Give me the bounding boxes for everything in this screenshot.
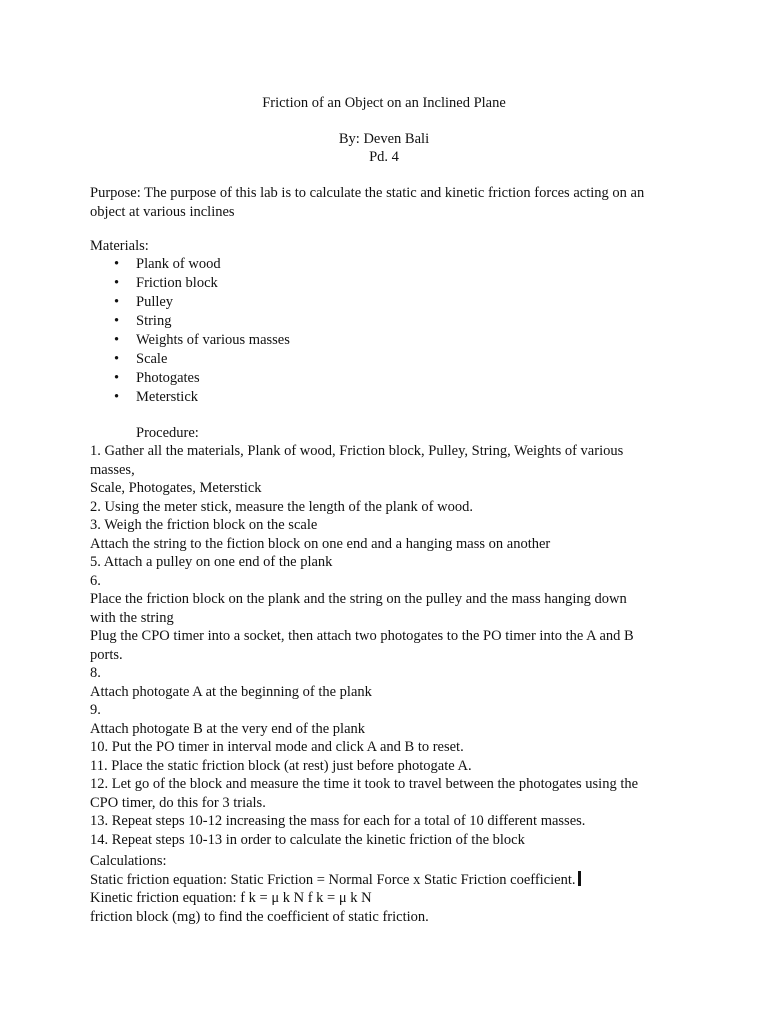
purpose-line-2: object at various inclines [90,203,235,220]
procedure-line: masses, [90,461,135,478]
procedure-line: Scale, Photogates, Meterstick [90,480,262,496]
list-item: • String [114,313,172,329]
calculation-note: friction block (mg) to find the coefficient of static friction. [90,908,429,925]
procedure-line: Plug the CPO timer into a socket, then attach two photogates to the PO timer into the A and B [90,628,634,644]
bullet-icon: • [114,313,120,329]
bullet-icon: • [114,389,120,405]
list-item: • Friction block [114,275,218,291]
procedure-line: 5. Attach a pulley on one end of the plank [90,554,333,570]
bullet-icon: • [114,275,120,291]
materials-heading: Materials: [90,238,149,254]
procedure-line: Attach photogate A at the beginning of the plank [90,683,372,700]
period-line: Pd. 4 [369,149,399,165]
kinetic-friction-equation: Kinetic friction equation: f k = μ k N f k = μ k N [90,890,372,906]
materials-list [90,255,290,407]
author-line: By: Deven Bali [338,131,430,147]
procedure-line: 11. Place the static friction block (at rest) just before photogate A. [90,757,472,774]
procedure-line: 2. Using the meter stick, measure the length of the plank of wood. [90,498,473,515]
list-item: • Scale [114,351,168,367]
bullet-icon: • [114,370,120,386]
list-item: • Weights of various masses [114,332,290,348]
procedure-line: 6. [90,572,101,589]
procedure-line: with the string [90,609,174,626]
procedure-line: 14. Repeat steps 10-13 in order to calculate the kinetic friction of the block [90,831,525,848]
procedure-line: ports. [90,646,123,663]
procedure-section [90,442,680,849]
procedure-line: 13. Repeat steps 10-12 increasing the mass for each for a total of 10 different masses. [90,813,586,829]
list-item: • Plank of wood [114,256,221,272]
bullet-icon: • [114,294,120,310]
document-title: Friction of an Object on an Inclined Plane [262,95,506,111]
procedure-line: 10. Put the PO timer in interval mode and click A and B to reset. [90,739,464,755]
purpose-section [90,184,680,221]
text-cursor [578,871,581,886]
bullet-icon: • [114,351,120,367]
calculations-heading: Calculations: [90,853,167,869]
static-friction-equation: Static friction equation: Static Friction = Normal Force x Static Friction coefficient. [90,871,680,890]
procedure-line: 8. [90,665,101,681]
procedure-line: 12. Let go of the block and measure the time it took to travel between the photogates using the [90,776,639,792]
procedure-heading: Procedure: [136,425,199,441]
procedure-line: CPO timer, do this for 3 trials. [90,794,266,811]
procedure-line: Place the friction block on the plank and the string on the pulley and the mass hanging down [90,591,627,607]
list-item: • Meterstick [114,389,199,405]
bullet-icon: • [114,256,120,272]
procedure-line: Attach the string to the fiction block on one end and a hanging mass on another [90,535,551,552]
list-item: • Pulley [114,294,174,310]
purpose-line-1: Purpose: The purpose of this lab is to calculate the static and kinetic friction forces acting on an [90,185,645,201]
procedure-line: 9. [90,702,101,718]
procedure-line: 3. Weigh the friction block on the scale [90,517,318,533]
bullet-icon: • [114,332,120,348]
list-item: • Photogates [114,370,200,386]
procedure-line: 1. Gather all the materials, Plank of wood, Friction block, Pulley, String, Weights of various [90,443,624,459]
procedure-line: Attach photogate B at the very end of the plank [90,720,366,737]
calculations-section [90,852,680,926]
